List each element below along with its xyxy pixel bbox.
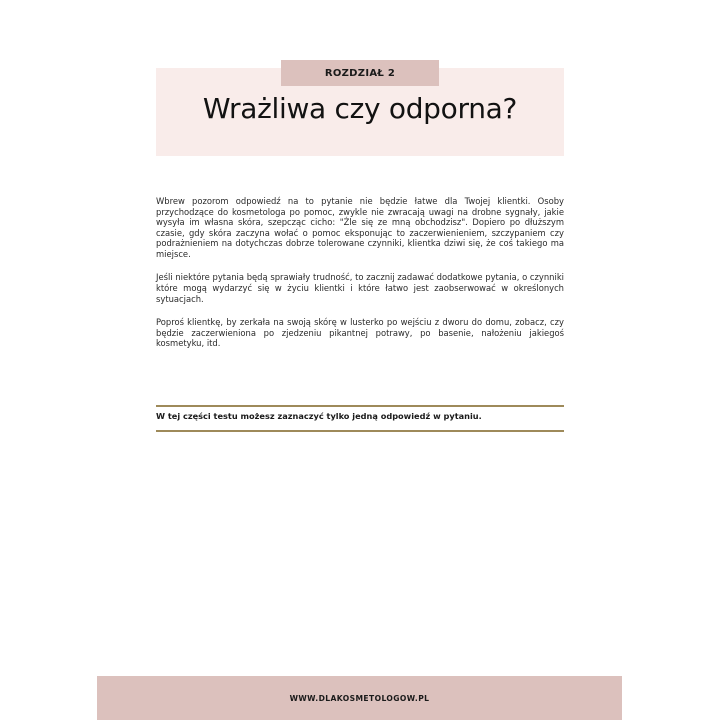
paragraph-3: Poproś klientkę, by zerkała na swoją skórę w lusterko po wejściu z dworu do domu, zobacz, czy będzie zaczerwieniona po zjedzeniu pikantnej potrawy, po basenie, nałożeniu jakiegoś kosmetyku, itd. <box>156 317 564 349</box>
footer-website-link[interactable]: WWW.DLAKOSMETOLOGOW.PL <box>289 693 430 703</box>
chapter-badge: ROZDZIAŁ 2 <box>281 60 439 86</box>
page-title: Wrażliwa czy odporna? <box>202 92 518 125</box>
paragraph-1: Wbrew pozorom odpowiedź na to pytanie nie będzie łatwe dla Twojej klientki. Osoby przychodzące do kosmetologa po pomoc, zwykle nie zwracają uwagi na drobne sygnały, jakie wysyła im własna skóra, szepcząc cicho: "Źle się ze mną obchodzisz". Dopiero po dłuższym czasie, gdy skóra zaczyna wołać o pomoc eksponując to zaczerwienieniem, szczypaniem czy podrażnieniem na dotychczas dobrze tolerowane czynniki, klientka dziwi się, że coś takiego ma miejsce. <box>156 196 564 259</box>
divider-bottom <box>156 430 564 432</box>
footer <box>97 676 622 720</box>
body-text <box>156 196 564 362</box>
divider-top <box>156 405 564 407</box>
instruction-note: W tej części testu możesz zaznaczyć tylko jedną odpowiedź w pytaniu. <box>156 411 482 421</box>
paragraph-2: Jeśli niektóre pytania będą sprawiały trudność, to zacznij zadawać dodatkowe pytania, o czynniki które mogą wydarzyć się w życiu klientki i które łatwo jest zaobserwować w określonych sytuacjach. <box>156 272 564 304</box>
